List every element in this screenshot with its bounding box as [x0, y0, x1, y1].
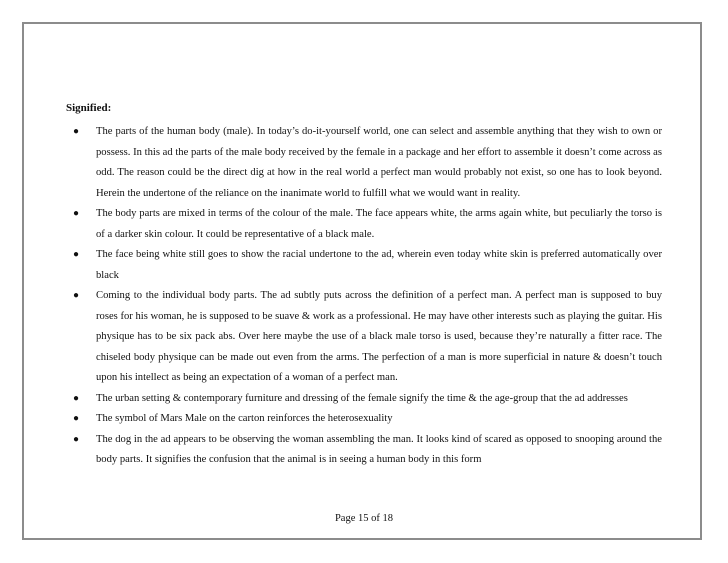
- bullet-icon: ●: [72, 249, 80, 260]
- bullet-icon: ●: [72, 392, 80, 404]
- section-heading: Signified:: [66, 102, 112, 114]
- bullet-text: Coming to the individual body parts. The ad subtly puts across the definition of a perfect man. A perfect man is supposed to buy roses for his woman, he is supposed to be suave & work as a professional. He may have other interests such as playing the guitar. His physique has to be six pack abs. Over here maybe the use of a black male torso is used, because they’re naturally a fitter race. The chiseled body physique can be made out even from the arms. The perfection of a man is more superficial in nature & doesn’t touch upon his intellect as being an expectation of a woman of a perfect man.: [96, 290, 662, 383]
- bullet-item: [70, 389, 662, 410]
- bullet-item: [70, 430, 662, 471]
- bullet-text: The symbol of Mars Male on the carton reinforces the heterosexuality: [96, 413, 393, 424]
- bullet-item: [70, 122, 662, 204]
- bullet-icon: ●: [72, 126, 80, 137]
- bullet-icon: ●: [72, 208, 80, 219]
- page-number: Page 15 of 18: [334, 513, 394, 524]
- bullet-icon: ●: [72, 433, 80, 445]
- bullet-text: The face being white still goes to show the racial undertone to the ad, wherein even today white skin is preferred automatically over black: [96, 249, 662, 281]
- bullet-text: The body parts are mixed in terms of the colour of the male. The face appears white, the arms again white, but peculiarly the torso is of a darker skin colour. It could be representative of a black male.: [96, 208, 662, 240]
- bullet-text: The parts of the human body (male). In today’s do-it-yourself world, one can select and assemble anything that they wish to own or possess. In this ad the parts of the male body received by the female in a package and her effort to assemble it doesn’t come across as odd. The reason could be the direct dig at how in the real world a perfect man would probably not exist, so one has to look beyond. Herein the undertone of the reliance on the inanimate world to fulfill what we would want in reality.: [96, 126, 662, 199]
- bullet-text: The dog in the ad appears to be observing the woman assembling the man. It looks kind of scared as opposed to snooping around the body parts. It signifies the confusion that the animal is in seeing a human body in this form: [96, 433, 662, 465]
- bullet-item: [70, 409, 662, 430]
- bullet-item: [70, 286, 662, 389]
- bullet-icon: ●: [72, 413, 80, 424]
- bullet-text: The urban setting & contemporary furniture and dressing of the female signify the time & the age-group that the ad addresses: [96, 392, 628, 404]
- bullet-item: [70, 204, 662, 245]
- bullet-list: [70, 122, 662, 471]
- bullet-icon: ●: [72, 290, 80, 301]
- bullet-item: [70, 245, 662, 286]
